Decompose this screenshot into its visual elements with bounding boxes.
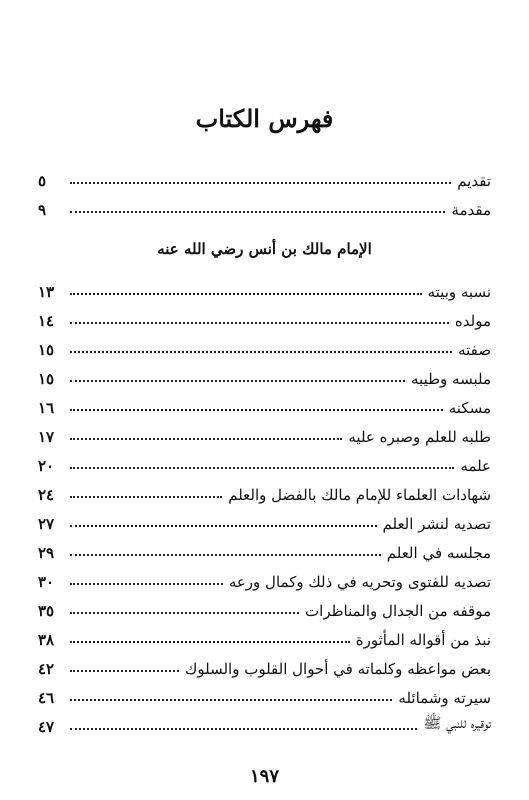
toc-row xyxy=(38,449,491,475)
toc-row xyxy=(38,391,491,417)
toc-label: تصديه للفتوى وتحريه في ذلك وكمال ورعه xyxy=(228,573,491,591)
toc-row xyxy=(38,565,491,591)
dot-leader xyxy=(70,641,350,643)
toc-label: تصديه لنشر العلم xyxy=(382,515,491,533)
dot-leader xyxy=(70,467,454,469)
toc-row xyxy=(38,536,491,562)
toc-page-number: ١٥ xyxy=(38,370,55,388)
toc-row xyxy=(38,362,491,388)
toc-page-number: ١٥ xyxy=(38,341,55,359)
toc-page-number: ٤٢ xyxy=(38,660,55,678)
toc-page-number: ٩ xyxy=(38,201,47,219)
dot-leader xyxy=(70,699,392,701)
dot-leader xyxy=(70,409,443,411)
toc-label: شهادات العلماء للإمام مالك بالفضل والعلم xyxy=(228,486,491,504)
toc-label: تقديم xyxy=(457,172,491,190)
toc-row xyxy=(38,420,491,446)
dot-leader xyxy=(70,583,223,585)
toc-row xyxy=(38,594,491,620)
toc-page-number: ٣٨ xyxy=(38,631,55,649)
dot-leader xyxy=(70,496,222,498)
toc-label: نسبه وبيته xyxy=(427,283,491,301)
dot-leader xyxy=(70,351,452,353)
toc-page-number: ١٣ xyxy=(38,283,55,301)
toc-row xyxy=(38,478,491,504)
toc-label: مولده xyxy=(454,312,491,330)
toc-page-number: ١٤ xyxy=(38,312,55,330)
dot-leader xyxy=(70,438,342,440)
toc-label: صفته xyxy=(458,341,491,359)
toc-row xyxy=(38,304,491,330)
toc-label: نبذ من أقواله المأثورة xyxy=(355,631,491,649)
dot-leader xyxy=(70,380,405,382)
toc-page-number: ١٧ xyxy=(38,428,55,446)
toc-label: موقفه من الجدال والمناظرات xyxy=(305,602,491,620)
toc-label: علمه xyxy=(460,457,491,475)
toc-row xyxy=(38,507,491,533)
toc-page-number: ٤٧ xyxy=(38,718,55,736)
toc-row xyxy=(38,681,491,707)
toc-row xyxy=(38,652,491,678)
page-number: ١٩٧ xyxy=(249,766,279,787)
dot-leader xyxy=(70,728,417,730)
toc-page-number: ٥ xyxy=(38,172,47,190)
dot-leader xyxy=(70,211,445,213)
toc-page-number: ٢٠ xyxy=(38,457,55,475)
toc-row xyxy=(38,623,491,649)
toc-row xyxy=(38,333,491,359)
dot-leader xyxy=(70,554,381,556)
toc-page-number: ١٦ xyxy=(38,399,55,417)
toc-label: سيرته وشمائله xyxy=(398,689,491,707)
toc-label: مجلسه في العلم xyxy=(386,544,491,562)
toc-label: ملبسه وطيبه xyxy=(411,370,491,388)
dot-leader xyxy=(70,322,449,324)
dot-leader xyxy=(70,670,179,672)
toc-page-number: ٣٠ xyxy=(38,573,55,591)
dot-leader xyxy=(70,293,422,295)
toc-row xyxy=(38,275,491,301)
toc-page-number: ٢٩ xyxy=(38,544,55,562)
toc-page-number: ٢٤ xyxy=(38,486,55,504)
toc-label: مسكنه xyxy=(448,399,491,417)
toc-label: مقدمة xyxy=(451,201,491,219)
toc-row xyxy=(38,164,491,190)
toc-page-number: ٤٦ xyxy=(38,689,55,707)
toc-row xyxy=(38,710,491,736)
page-title: فهرس الكتاب xyxy=(195,104,334,133)
dot-leader xyxy=(70,182,451,184)
dot-leader xyxy=(70,612,299,614)
toc-label: توقيره للنبي ﷺ xyxy=(423,714,491,732)
toc-label: بعض مواعظه وكلماته في أحوال القلوب والسلوك xyxy=(185,660,491,678)
toc-label: طلبه للعلم وصبره عليه xyxy=(348,428,491,446)
toc-page-number: ٣٥ xyxy=(38,602,55,620)
toc-row xyxy=(38,193,491,219)
dot-leader xyxy=(70,525,377,527)
section-heading: الإمام مالك بن أنس رضي الله عنه xyxy=(157,240,372,258)
toc-page-number: ٢٧ xyxy=(38,515,55,533)
